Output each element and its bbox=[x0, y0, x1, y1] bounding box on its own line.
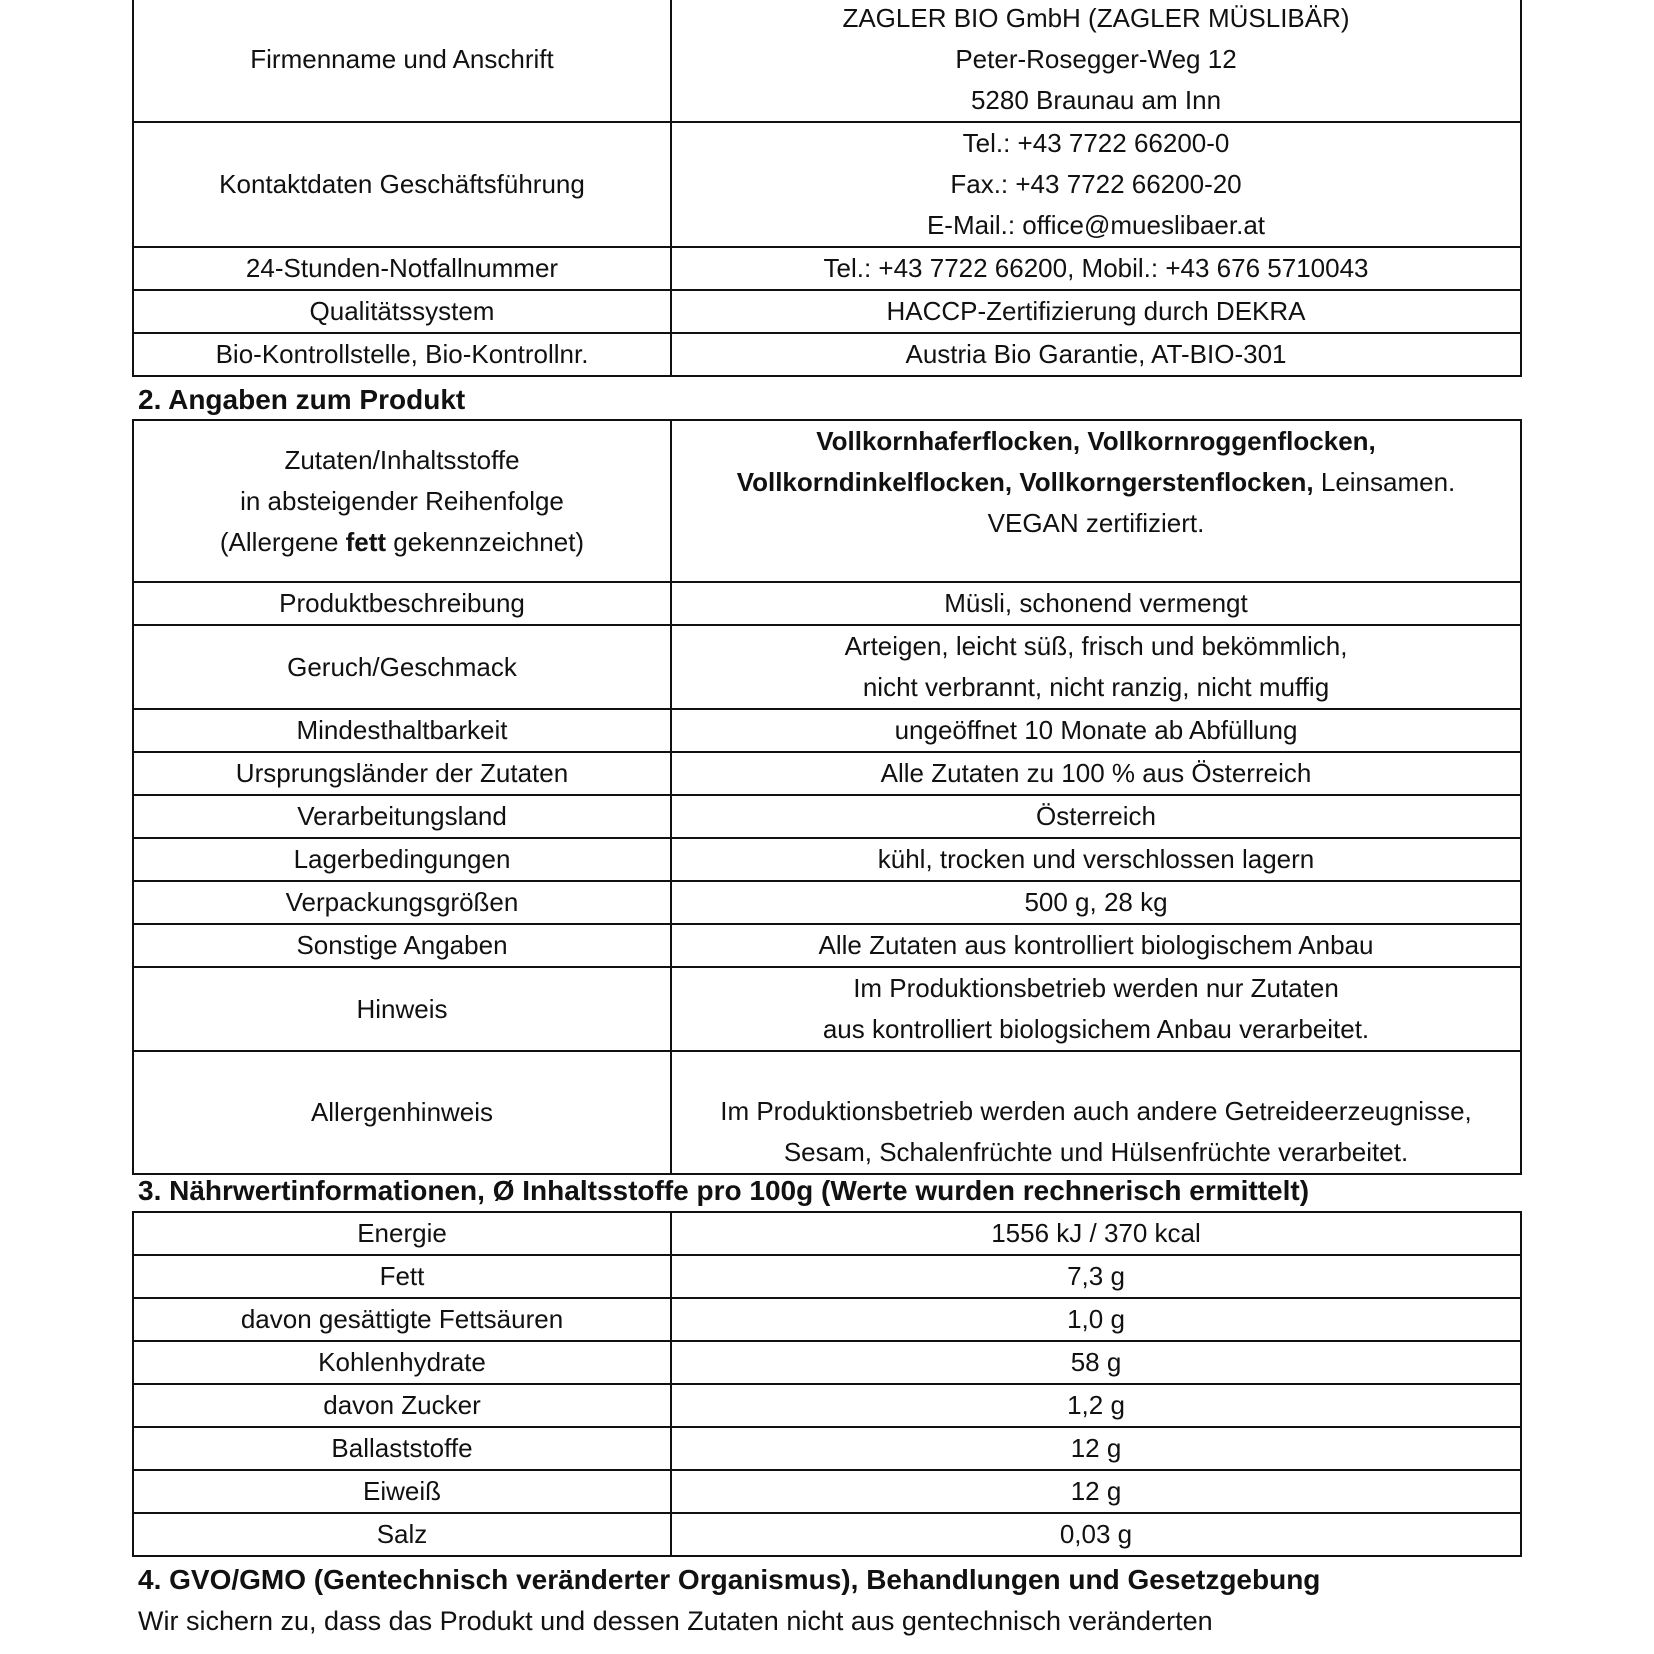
table-row bbox=[133, 122, 1521, 247]
value-line: Fax.: +43 7722 66200-20 bbox=[950, 169, 1242, 199]
table-row bbox=[133, 752, 1521, 795]
label-line: Zutaten/Inhaltsstoffe bbox=[284, 444, 520, 475]
gmo-paragraph: Wir sichern zu, dass das Produkt und dessen Zutaten nicht aus gentechnisch veränderten bbox=[138, 1606, 1213, 1636]
row-value: Alle Zutaten zu 100 % aus Österreich bbox=[671, 752, 1521, 795]
row-label: Ursprungsländer der Zutaten bbox=[133, 752, 671, 795]
row-label: Mindesthaltbarkeit bbox=[133, 709, 671, 752]
value-line: Im Produktionsbetrieb werden nur Zutaten bbox=[853, 973, 1339, 1003]
table-row bbox=[133, 1255, 1521, 1298]
row-value: Österreich bbox=[671, 795, 1521, 838]
row-label: Lagerbedingungen bbox=[133, 838, 671, 881]
row-value bbox=[671, 967, 1521, 1051]
allergen-text: Vollkorndinkelflocken, Vollkorngerstenflocken, bbox=[736, 467, 1314, 497]
nutrient-label: davon gesättigte Fettsäuren bbox=[133, 1298, 671, 1341]
nutrient-value: 7,3 g bbox=[671, 1255, 1521, 1298]
value-line: Peter-Rosegger-Weg 12 bbox=[955, 44, 1237, 74]
allergen-line: Vollkornhaferflocken, Vollkornroggenflocken, bbox=[816, 426, 1376, 456]
nutrient-label: Kohlenhydrate bbox=[133, 1341, 671, 1384]
table-row bbox=[133, 582, 1521, 625]
table-row bbox=[133, 247, 1521, 290]
label-text: gekennzeichnet) bbox=[386, 526, 585, 557]
ingredients-label bbox=[133, 420, 671, 582]
table-row bbox=[133, 1341, 1521, 1384]
nutrient-value: 0,03 g bbox=[671, 1513, 1521, 1556]
row-label: Firmenname und Anschrift bbox=[133, 0, 671, 122]
company-info-table bbox=[132, 0, 1522, 377]
section-3-heading: 3. Nährwertinformationen, Ø Inhaltsstoffe pro 100g (Werte wurden rechnerisch ermittelt) bbox=[138, 1175, 1310, 1206]
table-row bbox=[133, 1212, 1521, 1255]
nutrient-label: davon Zucker bbox=[133, 1384, 671, 1427]
label-bold-text: fett bbox=[345, 526, 387, 557]
value-line: Tel.: +43 7722 66200-0 bbox=[962, 128, 1230, 158]
nutrient-label: Fett bbox=[133, 1255, 671, 1298]
table-row bbox=[133, 290, 1521, 333]
nutrition-table bbox=[132, 1211, 1522, 1557]
nutrient-label: Energie bbox=[133, 1212, 671, 1255]
row-value bbox=[671, 625, 1521, 709]
table-row bbox=[133, 795, 1521, 838]
ingredients-value bbox=[671, 420, 1521, 582]
value-line: Sesam, Schalenfrüchte und Hülsenfrüchte verarbeitet. bbox=[783, 1137, 1409, 1167]
table-row bbox=[133, 967, 1521, 1051]
nutrient-value: 1,2 g bbox=[671, 1384, 1521, 1427]
nutrient-value: 1,0 g bbox=[671, 1298, 1521, 1341]
value-line bbox=[680, 462, 1512, 503]
product-info-table bbox=[132, 419, 1522, 1175]
row-label: Sonstige Angaben bbox=[133, 924, 671, 967]
table-row bbox=[133, 709, 1521, 752]
row-label: Produktbeschreibung bbox=[133, 582, 671, 625]
row-label: Bio-Kontrollstelle, Bio-Kontrollnr. bbox=[133, 333, 671, 376]
nutrient-value: 1556 kJ / 370 kcal bbox=[671, 1212, 1521, 1255]
value-line: aus kontrolliert biologsichem Anbau verarbeitet. bbox=[822, 1014, 1370, 1044]
label-line bbox=[142, 522, 662, 563]
row-label: 24-Stunden-Notfallnummer bbox=[133, 247, 671, 290]
row-label: Allergenhinweis bbox=[133, 1051, 671, 1174]
nutrient-label: Salz bbox=[133, 1513, 671, 1556]
row-label: Geruch/Geschmack bbox=[133, 625, 671, 709]
row-value: kühl, trocken und verschlossen lagern bbox=[671, 838, 1521, 881]
table-row bbox=[133, 0, 1521, 122]
table-row bbox=[133, 1051, 1521, 1174]
value-line: Im Produktionsbetrieb werden auch andere Getreideerzeugnisse, bbox=[720, 1096, 1472, 1126]
row-value bbox=[671, 0, 1521, 122]
row-value bbox=[671, 1051, 1521, 1174]
nutrient-label: Eiweiß bbox=[133, 1470, 671, 1513]
row-label: Verarbeitungsland bbox=[133, 795, 671, 838]
table-row bbox=[133, 333, 1521, 376]
label-line: in absteigender Reihenfolge bbox=[240, 485, 564, 516]
row-value: 500 g, 28 kg bbox=[671, 881, 1521, 924]
row-value: HACCP-Zertifizierung durch DEKRA bbox=[671, 290, 1521, 333]
value-line: VEGAN zertifiziert. bbox=[987, 508, 1205, 538]
row-value: Austria Bio Garantie, AT-BIO-301 bbox=[671, 333, 1521, 376]
table-row bbox=[133, 1427, 1521, 1470]
nutrient-value: 58 g bbox=[671, 1341, 1521, 1384]
table-row bbox=[133, 1384, 1521, 1427]
nutrient-value: 12 g bbox=[671, 1427, 1521, 1470]
table-row bbox=[133, 1298, 1521, 1341]
value-text: Leinsamen. bbox=[1313, 467, 1456, 497]
table-row bbox=[133, 1513, 1521, 1556]
nutrient-label: Ballaststoffe bbox=[133, 1427, 671, 1470]
section-4-heading: 4. GVO/GMO (Gentechnisch veränderter Organismus), Behandlungen und Gesetzgebung bbox=[138, 1564, 1321, 1595]
label-text: (Allergene bbox=[219, 526, 346, 557]
row-value bbox=[671, 122, 1521, 247]
value-line: nicht verbrannt, nicht ranzig, nicht muffig bbox=[862, 672, 1330, 702]
row-value: Müsli, schonend vermengt bbox=[671, 582, 1521, 625]
row-value: ungeöffnet 10 Monate ab Abfüllung bbox=[671, 709, 1521, 752]
table-row bbox=[133, 881, 1521, 924]
row-value: Alle Zutaten aus kontrolliert biologischem Anbau bbox=[671, 924, 1521, 967]
row-label: Kontaktdaten Geschäftsführung bbox=[133, 122, 671, 247]
section-2-heading: 2. Angaben zum Produkt bbox=[138, 384, 466, 415]
value-line: 5280 Braunau am Inn bbox=[970, 85, 1222, 115]
row-label: Verpackungsgrößen bbox=[133, 881, 671, 924]
table-row bbox=[133, 625, 1521, 709]
table-row bbox=[133, 924, 1521, 967]
table-row bbox=[133, 420, 1521, 582]
row-value: Tel.: +43 7722 66200, Mobil.: +43 676 5710043 bbox=[671, 247, 1521, 290]
row-label: Hinweis bbox=[133, 967, 671, 1051]
nutrient-value: 12 g bbox=[671, 1470, 1521, 1513]
value-line: Arteigen, leicht süß, frisch und bekömmlich, bbox=[844, 631, 1348, 661]
table-row bbox=[133, 1470, 1521, 1513]
table-row bbox=[133, 838, 1521, 881]
row-label: Qualitätssystem bbox=[133, 290, 671, 333]
value-line: E-Mail.: office@mueslibaer.at bbox=[926, 210, 1266, 240]
value-line: ZAGLER BIO GmbH (ZAGLER MÜSLIBÄR) bbox=[842, 3, 1350, 33]
